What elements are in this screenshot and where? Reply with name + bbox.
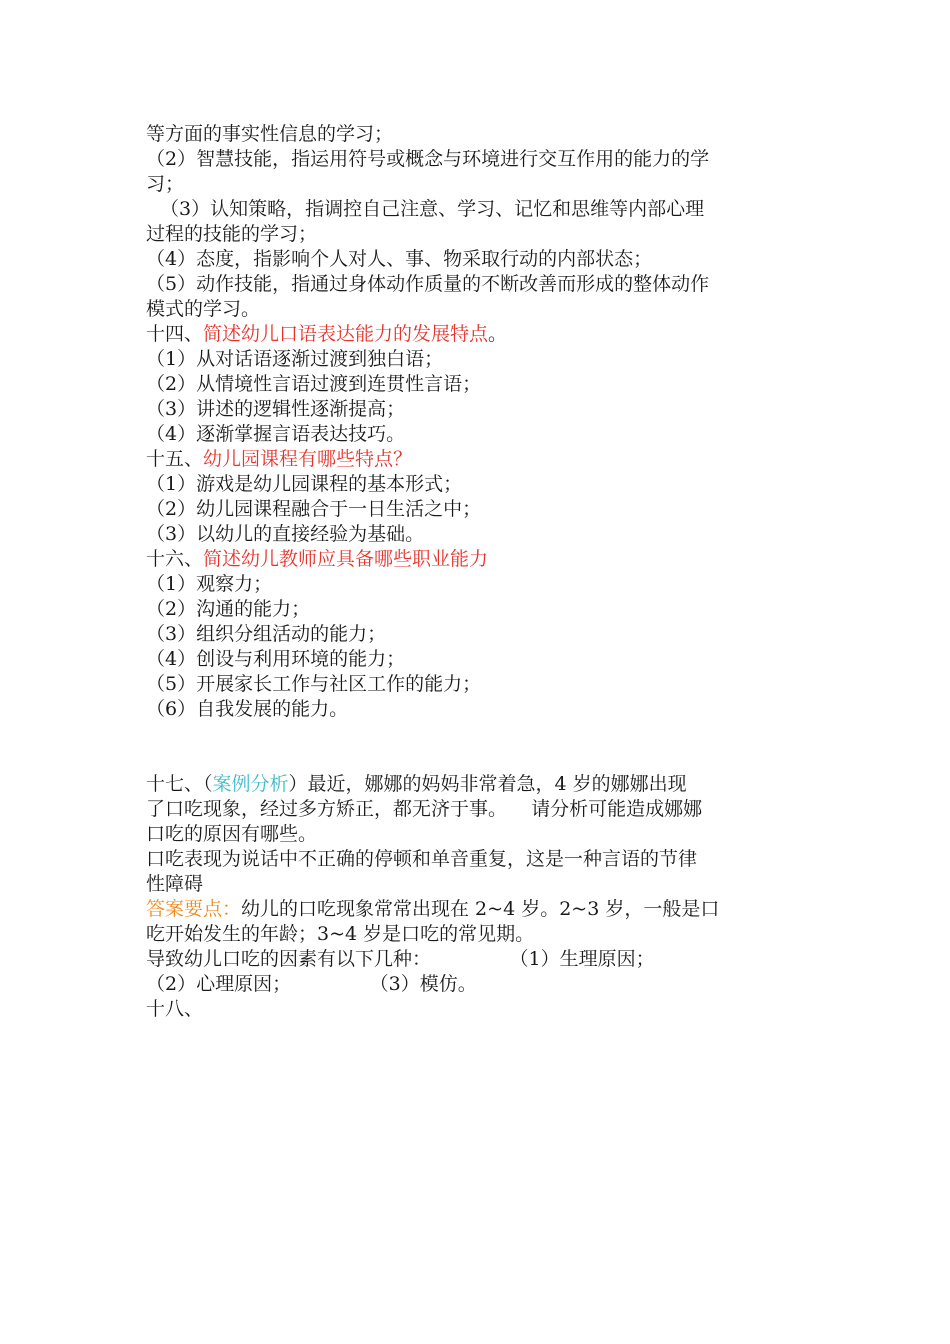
text-line: （4）态度，指影响个人对人、事、物采取行动的内部状态；: [146, 248, 653, 270]
question-text: 简述幼儿口语表达能力的发展特点: [203, 323, 489, 345]
answer-item: （3）以幼儿的直接经验为基础。: [146, 523, 425, 545]
answer-item: （2）从情境性言语过渡到连贯性言语；: [146, 373, 482, 395]
answer-item: （3）讲述的逻辑性逐渐提高；: [146, 398, 406, 420]
text-line: 吃开始发生的年龄；3~4 岁是口吃的常见期。: [146, 923, 535, 945]
text-line: 口吃表现为说话中不正确的停顿和单音重复，这是一种言语的节律: [146, 848, 698, 870]
answer-item: （4）逐渐掌握言语表达技巧。: [146, 423, 406, 445]
question-number: 十六、: [146, 548, 204, 570]
question-17: [146, 772, 806, 797]
answer-key: [146, 897, 806, 922]
blank-space: [146, 722, 806, 772]
text-line: 过程的技能的学习；: [146, 223, 318, 245]
question-text: 幼儿园课程有哪些特点？: [203, 448, 413, 470]
question-number: 十四、: [146, 323, 204, 345]
question-number: 十七、（: [146, 773, 213, 795]
answer-item: （3）组织分组活动的能力；: [146, 623, 387, 645]
answer-item: （1）从对话语逐渐过渡到独白语；: [146, 348, 444, 370]
text-line: （3）认知策略，指调控自己注意、学习、记忆和思维等内部心理: [160, 198, 705, 220]
text-line: 导致幼儿口吃的因素有以下几种： （1）生理原因；: [146, 948, 655, 970]
question-15: [146, 447, 806, 472]
text-line: 性障碍: [146, 873, 204, 895]
case-analysis-tag: 案例分析: [212, 773, 289, 795]
question-suffix: 。: [488, 323, 508, 345]
answer-text: 幼儿的口吃现象常常出现在 2~4 岁。2~3 岁，一般是口: [241, 898, 720, 920]
text-line: （2）智慧技能，指运用符号或概念与环境进行交互作用的能力的学: [146, 148, 710, 170]
question-16: [146, 547, 806, 572]
text-line: 口吃的原因有哪些。: [146, 823, 318, 845]
text-line: （2）心理原因； （3）模仿。: [146, 973, 477, 995]
answer-item: （2）沟通的能力；: [146, 598, 311, 620]
question-text: ）最近，娜娜的妈妈非常着急，4 岁的娜娜出现: [288, 773, 687, 795]
text-line: 习；: [146, 173, 185, 195]
question-18: 十八、: [146, 998, 204, 1020]
answer-item: （6）自我发展的能力。: [146, 698, 349, 720]
text-line: 模式的学习。: [146, 298, 261, 320]
text-line: 等方面的事实性信息的学习；: [146, 123, 394, 145]
answer-label: 答案要点：: [146, 898, 242, 920]
document-body: [146, 122, 806, 1022]
question-number: 十五、: [146, 448, 204, 470]
answer-item: （1）观察力；: [146, 573, 273, 595]
answer-item: （5）开展家长工作与社区工作的能力；: [146, 673, 482, 695]
text-line: （5）动作技能，指通过身体动作质量的不断改善而形成的整体动作: [146, 273, 710, 295]
answer-item: （4）创设与利用环境的能力；: [146, 648, 406, 670]
text-line: 了口吃现象，经过多方矫正，都无济于事。 请分析可能造成娜娜: [146, 798, 703, 820]
question-text: 简述幼儿教师应具备哪些职业能力: [203, 548, 489, 570]
question-14: [146, 322, 806, 347]
answer-item: （2）幼儿园课程融合于一日生活之中；: [146, 498, 482, 520]
answer-item: （1）游戏是幼儿园课程的基本形式；: [146, 473, 463, 495]
